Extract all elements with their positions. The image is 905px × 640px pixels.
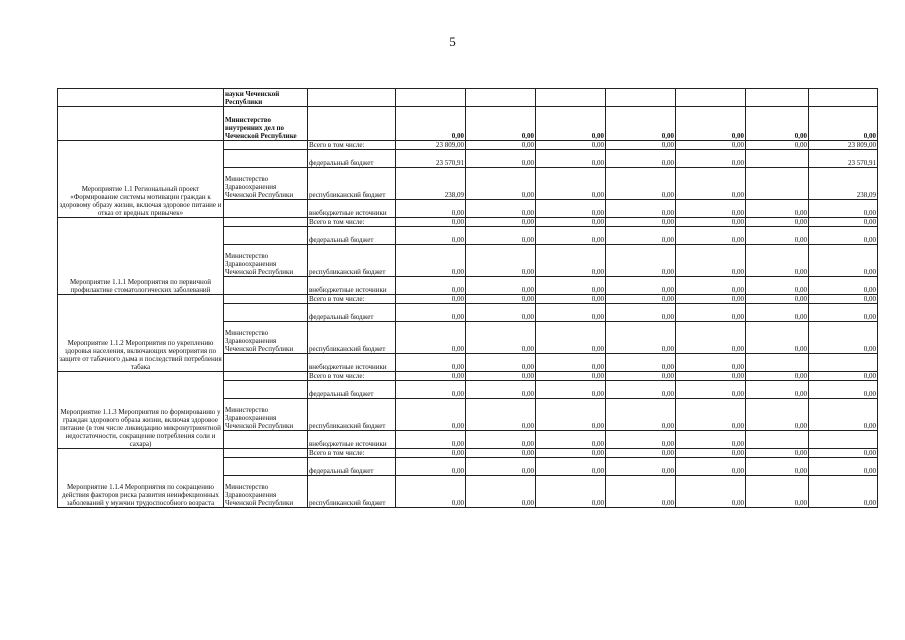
executor-cell (224, 227, 308, 245)
amount-cell: 0,00 (536, 431, 606, 449)
executor-cell: Министерство Здравоохранения Чеченской Республики (224, 476, 308, 508)
amount-cell: 0,00 (536, 322, 606, 354)
amount-cell: 0,00 (809, 449, 878, 458)
amount-cell: 0,00 (466, 372, 536, 381)
source-cell: внебюджетные источники (308, 277, 396, 295)
amount-cell: 0,00 (676, 295, 746, 304)
amount-cell (536, 89, 606, 107)
amount-cell: 0,00 (536, 399, 606, 431)
amount-cell (809, 89, 878, 107)
amount-cell: 0,00 (536, 245, 606, 277)
executor-cell (224, 381, 308, 399)
source-cell: внебюджетные источники (308, 354, 396, 372)
amount-cell: 0,00 (746, 458, 809, 476)
amount-cell (746, 354, 809, 372)
amount-cell: 0,00 (396, 322, 466, 354)
amount-cell: 0,00 (809, 372, 878, 381)
source-cell (308, 89, 396, 107)
amount-cell: 0,00 (466, 431, 536, 449)
amount-cell: 0,00 (676, 218, 746, 227)
amount-cell (676, 89, 746, 107)
amount-cell: 0,00 (676, 354, 746, 372)
amount-cell (746, 431, 809, 449)
amount-cell: 0,00 (536, 458, 606, 476)
amount-cell: 0,00 (536, 277, 606, 295)
table-row (58, 295, 878, 304)
amount-cell: 0,00 (746, 141, 809, 150)
table-row (58, 449, 878, 458)
amount-cell: 0,00 (396, 200, 466, 218)
amount-cell: 0,00 (809, 304, 878, 322)
amount-cell: 0,00 (809, 381, 878, 399)
executor-cell (224, 141, 308, 150)
amount-cell: 0,00 (676, 304, 746, 322)
amount-cell: 0,00 (536, 200, 606, 218)
amount-cell: 0,00 (466, 218, 536, 227)
amount-cell: 0,00 (676, 141, 746, 150)
amount-cell: 0,00 (746, 245, 809, 277)
amount-cell: 0,00 (606, 476, 676, 508)
executor-cell: Министерство Здравоохранения Чеченской Республики (224, 168, 308, 200)
source-cell: республиканский бюджет (308, 168, 396, 200)
event-title: Мероприятие 1.1 Региональный проект «Формирование системы мотивации граждан к здоровому образу жизни, включая здоровое питание и отказ от вредных привычек» (58, 141, 224, 218)
amount-cell: 0,00 (676, 431, 746, 449)
amount-cell: 0,00 (396, 277, 466, 295)
amount-cell: 0,00 (676, 245, 746, 277)
amount-cell: 0,00 (536, 168, 606, 200)
amount-cell: 0,00 (676, 372, 746, 381)
event-name-cell (58, 89, 224, 107)
amount-cell: 0,00 (466, 200, 536, 218)
amount-cell: 0,00 (466, 399, 536, 431)
amount-cell: 0,00 (676, 227, 746, 245)
amount-cell: 0,00 (536, 150, 606, 168)
amount-cell: 0,00 (466, 354, 536, 372)
source-cell: республиканский бюджет (308, 476, 396, 508)
amount-cell: 0,00 (466, 458, 536, 476)
source-cell: федеральный бюджет (308, 381, 396, 399)
amount-cell: 0,00 (676, 107, 746, 141)
amount-cell: 0,00 (396, 295, 466, 304)
amount-cell: 0,00 (536, 141, 606, 150)
source-cell: республиканский бюджет (308, 322, 396, 354)
amount-cell: 0,00 (809, 227, 878, 245)
amount-cell: 238,09 (809, 168, 878, 200)
amount-cell: 23 570,91 (809, 150, 878, 168)
amount-cell: 0,00 (396, 458, 466, 476)
amount-cell: 0,00 (746, 218, 809, 227)
table-row (58, 218, 878, 227)
executor-cell (224, 431, 308, 449)
amount-cell: 23 809,00 (809, 141, 878, 150)
executor-cell (224, 277, 308, 295)
source-cell (308, 107, 396, 141)
executor-cell (224, 295, 308, 304)
amount-cell: 0,00 (606, 449, 676, 458)
amount-cell: 0,00 (396, 449, 466, 458)
amount-cell: 0,00 (466, 322, 536, 354)
amount-cell: 0,00 (676, 458, 746, 476)
amount-cell: 0,00 (606, 354, 676, 372)
amount-cell: 0,00 (536, 354, 606, 372)
source-cell: федеральный бюджет (308, 458, 396, 476)
amount-cell: 0,00 (809, 107, 878, 141)
amount-cell: 0,00 (536, 227, 606, 245)
event-title: Мероприятие 1.1.1 Мероприятия по первичной профилактике стоматологических заболеваний (58, 218, 224, 295)
amount-cell: 0,00 (746, 381, 809, 399)
amount-cell: 0,00 (746, 449, 809, 458)
event-title: Мероприятие 1.1.4 Мероприятия по сокращению действия факторов риска развития неинфекционных заболеваний у мужчин трудоспособного возраста (58, 449, 224, 508)
amount-cell: 0,00 (606, 150, 676, 168)
executor-cell (224, 449, 308, 458)
amount-cell: 0,00 (746, 322, 809, 354)
amount-cell: 0,00 (466, 141, 536, 150)
amount-cell: 0,00 (809, 277, 878, 295)
amount-cell (746, 150, 809, 168)
executor-cell: Министерство Здравоохранения Чеченской Республики (224, 399, 308, 431)
amount-cell: 0,00 (676, 200, 746, 218)
amount-cell: 0,00 (606, 372, 676, 381)
page-number: 5 (449, 34, 456, 49)
amount-cell (746, 168, 809, 200)
amount-cell: 0,00 (466, 304, 536, 322)
amount-cell: 0,00 (809, 200, 878, 218)
source-cell: республиканский бюджет (308, 399, 396, 431)
executor-cell (224, 150, 308, 168)
amount-cell: 0,00 (536, 372, 606, 381)
source-cell: Всего в том числе: (308, 449, 396, 458)
amount-cell: 0,00 (396, 107, 466, 141)
amount-cell: 0,00 (466, 245, 536, 277)
amount-cell: 0,00 (466, 381, 536, 399)
source-cell: республиканский бюджет (308, 245, 396, 277)
amount-cell: 0,00 (606, 245, 676, 277)
amount-cell (809, 354, 878, 372)
amount-cell: 0,00 (466, 107, 536, 141)
amount-cell: 0,00 (676, 277, 746, 295)
table-row (58, 141, 878, 150)
amount-cell: 238,09 (396, 168, 466, 200)
amount-cell: 0,00 (676, 476, 746, 508)
amount-cell: 0,00 (809, 218, 878, 227)
amount-cell (809, 431, 878, 449)
amount-cell: 0,00 (676, 168, 746, 200)
amount-cell: 0,00 (676, 322, 746, 354)
amount-cell: 0,00 (746, 372, 809, 381)
amount-cell: 0,00 (396, 304, 466, 322)
executor-cell (224, 218, 308, 227)
source-cell: Всего в том числе: (308, 295, 396, 304)
amount-cell: 0,00 (536, 476, 606, 508)
amount-cell: 0,00 (676, 381, 746, 399)
amount-cell: 0,00 (746, 476, 809, 508)
amount-cell: 0,00 (396, 218, 466, 227)
source-cell: внебюджетные источники (308, 200, 396, 218)
table-row (58, 89, 878, 107)
amount-cell: 0,00 (606, 107, 676, 141)
amount-cell: 0,00 (606, 200, 676, 218)
amount-cell: 0,00 (396, 245, 466, 277)
amount-cell: 0,00 (606, 218, 676, 227)
source-cell: федеральный бюджет (308, 150, 396, 168)
table-row (58, 107, 878, 141)
amount-cell: 0,00 (606, 227, 676, 245)
amount-cell: 0,00 (466, 150, 536, 168)
executor-cell: науки Чеченской Республики (224, 89, 308, 107)
amount-cell: 0,00 (466, 449, 536, 458)
source-cell: Всего в том числе: (308, 372, 396, 381)
amount-cell: 0,00 (396, 372, 466, 381)
executor-cell (224, 304, 308, 322)
source-cell: Всего в том числе: (308, 218, 396, 227)
amount-cell (606, 89, 676, 107)
amount-cell: 0,00 (606, 322, 676, 354)
amount-cell: 0,00 (536, 304, 606, 322)
amount-cell: 0,00 (466, 295, 536, 304)
executor-cell: Министерство Здравоохранения Чеченской Республики (224, 245, 308, 277)
executor-cell (224, 372, 308, 381)
amount-cell: 0,00 (396, 381, 466, 399)
amount-cell: 0,00 (746, 107, 809, 141)
event-title: Мероприятие 1.1.2 Мероприятия по укреплению здоровья населения, включающих мероприятия по защите от табачного дыма и последствий потребления табака (58, 295, 224, 372)
amount-cell: 0,00 (466, 227, 536, 245)
amount-cell: 0,00 (396, 476, 466, 508)
amount-cell (466, 89, 536, 107)
amount-cell: 0,00 (606, 458, 676, 476)
amount-cell: 0,00 (396, 399, 466, 431)
executor-cell (224, 458, 308, 476)
source-cell: федеральный бюджет (308, 227, 396, 245)
amount-cell (396, 89, 466, 107)
amount-cell: 0,00 (466, 277, 536, 295)
table-row (58, 372, 878, 381)
amount-cell: 0,00 (746, 295, 809, 304)
amount-cell: 0,00 (809, 458, 878, 476)
event-title: Мероприятие 1.1.3 Мероприятия по формированию у граждан здорового образа жизни, включая здоровое питание (в том числе ликвидацию микронутриентной недостаточности, сокращение потребления соли и сахара) (58, 372, 224, 449)
amount-cell: 0,00 (536, 449, 606, 458)
executor-cell: Министерство внутренних дел по Чеченской Республике (224, 107, 308, 141)
executor-cell (224, 200, 308, 218)
amount-cell: 0,00 (606, 168, 676, 200)
amount-cell: 0,00 (809, 476, 878, 508)
amount-cell: 0,00 (466, 168, 536, 200)
amount-cell: 0,00 (606, 431, 676, 449)
financing-table (57, 88, 878, 508)
amount-cell: 0,00 (536, 381, 606, 399)
amount-cell: 0,00 (746, 200, 809, 218)
amount-cell: 0,00 (676, 399, 746, 431)
source-cell: Всего в том числе: (308, 141, 396, 150)
amount-cell: 0,00 (606, 399, 676, 431)
amount-cell: 0,00 (746, 304, 809, 322)
amount-cell: 0,00 (809, 295, 878, 304)
executor-cell: Министерство Здравоохранения Чеченской Республики (224, 322, 308, 354)
amount-cell: 0,00 (606, 304, 676, 322)
amount-cell: 0,00 (396, 227, 466, 245)
amount-cell: 0,00 (676, 449, 746, 458)
amount-cell: 0,00 (606, 295, 676, 304)
amount-cell: 0,00 (536, 218, 606, 227)
amount-cell: 23 809,00 (396, 141, 466, 150)
source-cell: внебюджетные источники (308, 431, 396, 449)
amount-cell (746, 89, 809, 107)
amount-cell: 0,00 (536, 295, 606, 304)
amount-cell: 0,00 (746, 277, 809, 295)
executor-cell (224, 354, 308, 372)
amount-cell: 0,00 (746, 227, 809, 245)
amount-cell: 0,00 (809, 245, 878, 277)
amount-cell: 0,00 (809, 399, 878, 431)
amount-cell: 0,00 (676, 150, 746, 168)
amount-cell: 0,00 (809, 322, 878, 354)
amount-cell: 0,00 (396, 431, 466, 449)
amount-cell: 0,00 (606, 141, 676, 150)
amount-cell: 0,00 (746, 399, 809, 431)
source-cell: федеральный бюджет (308, 304, 396, 322)
amount-cell: 0,00 (606, 381, 676, 399)
amount-cell: 0,00 (536, 107, 606, 141)
amount-cell: 0,00 (466, 476, 536, 508)
amount-cell: 23 570,91 (396, 150, 466, 168)
amount-cell: 0,00 (606, 277, 676, 295)
event-name-cell (58, 107, 224, 141)
amount-cell: 0,00 (396, 354, 466, 372)
